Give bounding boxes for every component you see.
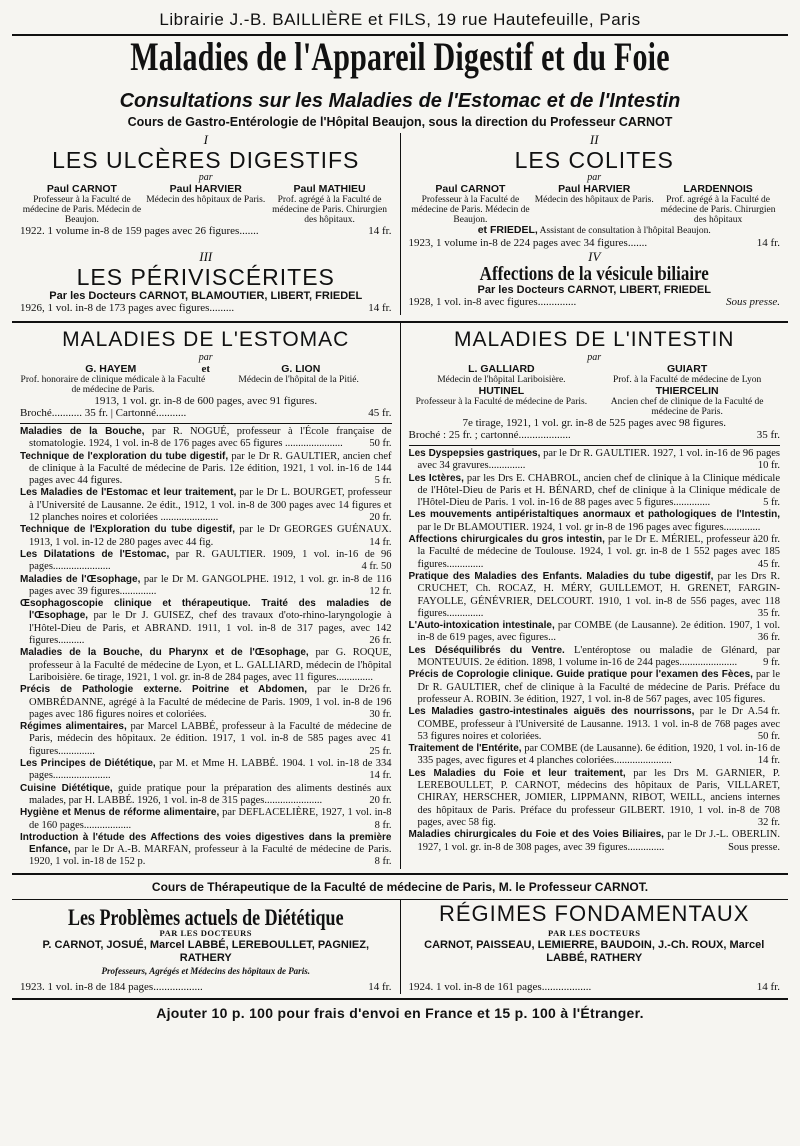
entry-details: par le Dr J.-L. OBERLIN. 1927, 1 vol. gr. in-8 de 308 pages, avec 39 figures.............. — [417, 829, 781, 853]
entry-price: 54 fr. — [757, 706, 780, 718]
entry-price: 26 fr. — [369, 635, 392, 647]
author-desc: Médecin des hôpitaux de Paris. — [534, 195, 654, 205]
entry-details: par le Dr A. COMBE, professeur à l'Université de Lausanne. 1913. 1 vol. in-8 de 768 pages avec 53 figures noires et coloriées. — [417, 706, 780, 742]
author-name: Paul MATHIEU — [293, 183, 366, 195]
author-list: CARNOT, PAISSEAU, LEMIERRE, BAUDOIN, J.-Ch. ROUX, Marcel LABBÉ, RATHERY — [424, 938, 765, 964]
series-number: IV — [588, 249, 601, 264]
author-name: L. GALLIARD — [468, 363, 535, 375]
author-desc: Médecin de l'hôpital Lariboisière. — [437, 375, 566, 385]
section-title: MALADIES DE L'INTESTIN — [454, 328, 735, 351]
author-name: GUIART — [667, 363, 708, 375]
entry-title: Affections chirurgicales du gros intestin, — [408, 534, 605, 546]
book-entry — [20, 549, 392, 574]
entry-details: par R. GAULTIER. 1909, 1 vol. in-16 de 96 pages...................... — [29, 548, 392, 573]
entry-title: Pratique des Maladies des Enfants. Maladies du tube digestif, — [408, 570, 714, 582]
entry-title: Les Ictères, — [408, 472, 464, 484]
price: 14 fr. — [756, 980, 780, 993]
price: 45 fr. — [368, 407, 392, 419]
publication-line — [20, 981, 392, 994]
pub-details: 1928, 1 vol. in-8 avec figures.............. — [408, 296, 577, 308]
book-entry — [20, 524, 392, 549]
pub-details: 1923. 1 vol. in-8 de 184 pages.................. — [20, 980, 203, 993]
main-columns — [12, 323, 788, 869]
entry-details: par DEFLACELIÈRE, 1927, 1 vol. in-8 de 160 pages.................. — [29, 807, 392, 831]
author-name: Paul HARVIER — [558, 183, 631, 195]
entry-details: par le Dr BLAMOUTIER. 1924, 1 vol. gr in-8 de 196 pages avec figures.............. — [417, 521, 761, 533]
book-title: RÉGIMES FONDAMENTAUX — [438, 900, 750, 926]
author-desc-row — [20, 375, 392, 395]
author — [656, 183, 780, 225]
entry-details: par le Dr M. GANGOLPHE. 1912, 1 vol. gr. in-8 de 116 pages avec 39 figures.............. — [29, 573, 392, 597]
book-entry — [409, 448, 781, 473]
book-dietetique — [12, 900, 400, 994]
column-intestin — [400, 323, 789, 869]
pub-details: 1923, 1 volume in-8 de 224 pages avec 34 figures....... — [408, 237, 648, 249]
entry-title: Les Maladies de l'Estomac et leur traitement, — [20, 487, 237, 499]
entry-title: Les Déséquilibrés du Ventre. — [408, 644, 565, 656]
entry-details: par le Dr R. GAULTIER. 1927, 1 vol. in-16 de 96 pages avec 34 gravures.............. — [417, 448, 780, 472]
book-entry — [20, 487, 392, 524]
entry-price: 20 fr. — [369, 512, 392, 524]
price: Sous presse. — [726, 296, 780, 308]
entry-details: par le Dr R. GAULTIER, ancien chef de clinique à la Faculté de médecine de Paris. 12e édition, 1921, 1 vol. in-16 de 144 pages avec 44 figures. — [29, 450, 392, 487]
entry-price: 26 fr. — [369, 684, 392, 696]
entry-title: Les Maladies du Foie et leur traitement, — [408, 767, 626, 779]
book-colites — [400, 133, 789, 250]
author-desc: Professeur à la Faculté de médecine de Paris. — [415, 397, 588, 407]
pub-details: 1922. 1 volume in-8 de 159 pages avec 26 figures....... — [20, 225, 259, 237]
book-entry — [409, 829, 781, 854]
author — [594, 363, 780, 385]
author-list — [20, 183, 392, 225]
entry-title: Précis de Coprologie clinique. Guide pratique pour l'examen des Fèces, — [408, 669, 753, 681]
book-title: LES ULCÈRES DIGESTIFS — [52, 147, 360, 173]
entry-price: 35 fr. — [757, 607, 780, 619]
entry-price: 30 fr. — [369, 708, 392, 720]
entry-price: 14 fr. — [369, 770, 392, 782]
author-name: LARDENNOIS — [683, 183, 753, 195]
par-label: PAR LES DOCTEURS — [548, 927, 641, 938]
par-label: par — [587, 352, 602, 363]
entry-details: par le Dr R. GAULTIER, chef de clinique à la Faculté de médecine de Paris. Préface du professeur A. ROBIN. 3e édition, 1927, 1 vol. in-8 de 567 pages, avec 105 figures. — [417, 669, 780, 705]
price: 14 fr. — [368, 225, 392, 237]
author-name: Paul CARNOT — [435, 183, 506, 195]
entry-price: 10 fr. — [757, 460, 780, 472]
entry-title: Les Dyspepsies gastriques, — [408, 448, 541, 459]
entry-price: 12 fr. — [369, 585, 392, 597]
entry-title: Introduction à l'étude des Affections des voies digestives dans la première Enfance, — [20, 831, 392, 856]
entry-price: 14 fr. — [757, 755, 780, 767]
entry-title: Maladies de l'Œsophage, — [20, 573, 141, 585]
author — [20, 183, 144, 225]
book-entry — [20, 684, 392, 721]
author-list — [20, 363, 392, 375]
price: 14 fr. — [368, 980, 392, 993]
entry-price: 5 fr. — [374, 475, 392, 487]
book-title: LES PÉRIVISCÉRITES — [76, 264, 335, 290]
price: 14 fr. — [756, 237, 780, 249]
author-name: THIERCELIN — [655, 385, 719, 397]
author — [532, 183, 656, 225]
entry-price: 50 fr. — [369, 438, 392, 450]
series-number: II — [589, 132, 599, 147]
entry-price: 50 fr. — [757, 730, 780, 742]
entry-title: Les mouvements antipéristaltiques anormaux et pathologiques de l'Intestin, — [408, 509, 780, 521]
book-entry — [409, 534, 781, 571]
entry-price: 25 fr. — [369, 745, 392, 757]
page-title: Maladies de l'Appareil Digestif et du Foie — [130, 34, 670, 80]
publisher-line: Librairie J.-B. BAILLIÈRE et FILS, 19 rue Hautefeuille, Paris — [159, 10, 641, 29]
book-entry — [20, 426, 392, 451]
extra-author — [409, 225, 781, 237]
course-subtitle: Cours de Gastro-Entérologie de l'Hôpital Beaujon, sous la direction du Professeur CARNOT — [127, 115, 673, 129]
book-entry — [409, 620, 781, 645]
author — [268, 183, 392, 225]
entry-price: 45 fr. — [757, 558, 780, 570]
author-desc: Assistant de consultation à l'hôpital Beaujon. — [539, 226, 711, 236]
book-list-left — [20, 426, 392, 869]
book-periviscerites — [12, 250, 400, 315]
entry-details: par les Drs R. CRUCHET, Ch. ROCAZ, H. MÉRY, GUILLEMOT, H. GRENET, FARGIN-FAYOLLE, GÉNÉVRIER, DELCOURT. 1910, 1 vol. in-8 de 556 pages, avec 118 figures.............. — [417, 570, 780, 619]
author-name: Paul CARNOT — [46, 183, 117, 195]
entry-title: Les Maladies gastro-intestinales aiguës des nourrissons, — [408, 706, 695, 718]
author-desc: Prof. honoraire de clinique médicale à la Faculté de médecine de Paris. — [20, 375, 206, 395]
entry-title: Technique de l'Exploration du tube digestif, — [20, 524, 235, 536]
book-entry — [20, 807, 392, 832]
entry-price: 20 fr. — [369, 794, 392, 806]
binding-prices: Broché........... 35 fr. | Cartonné........... — [20, 407, 187, 419]
author-desc: Médecin de l'hôpital de la Pitié. — [238, 375, 359, 385]
therapeutics-course: Cours de Thérapeutique de la Faculté de médecine de Paris, M. le Professeur CARNOT. — [151, 879, 649, 894]
author-desc: Médecin des hôpitaux de Paris. — [146, 195, 266, 205]
entry-price: 8 fr. — [374, 856, 392, 868]
publication-line — [409, 296, 781, 309]
entry-title: Technique de l'exploration du tube digestif, — [20, 450, 229, 462]
entry-details: par G. ROQUE, professeur à la Faculté de médecine de Lyon, et L. GALLIARD, médecin de l'hôpital Lariboisière. 6e tirage, 1921, 1 vol. gr. in-8 de 284 pages, avec 11 figures.............. — [29, 647, 392, 683]
section-title: MALADIES DE L'ESTOMAC — [62, 328, 350, 351]
author — [409, 363, 595, 385]
author-desc: Ancien chef de clinique de la Faculté de médecine de Paris. — [610, 397, 764, 417]
entry-price: 36 fr. — [757, 632, 780, 644]
entry-details: guide pratique pour la préparation des aliments destinés aux malades, par H. LABBÉ. 1926, 1 vol. in-8 de 315 pages...................... — [29, 782, 392, 806]
par-label: par — [198, 352, 213, 363]
book-entry — [409, 571, 781, 620]
author-list: Par les Docteurs CARNOT, BLAMOUTIER, LIBERT, FRIEDEL — [49, 290, 363, 302]
book-entry — [20, 783, 392, 808]
price-line — [409, 429, 781, 442]
book-entry — [20, 451, 392, 488]
author — [409, 183, 533, 225]
entry-details: par R. NOGUÉ, professeur à l'École française de stomatologie. 1924, 1 vol. in-8 de 176 pages avec 65 figures ...................... — [29, 426, 392, 450]
divider — [409, 445, 781, 446]
author-name: Paul HARVIER — [169, 183, 242, 195]
book-entry — [409, 473, 781, 510]
author-list — [409, 183, 781, 225]
entry-price: 32 fr. — [757, 816, 780, 828]
author-desc: Prof. à la Faculté de médecine de Lyon — [612, 375, 762, 385]
entry-price: 20 fr. — [757, 534, 780, 546]
price-line — [20, 407, 392, 420]
author-desc: Prof. agrégé à la Faculté de médecine de Paris. Chirurgien des hôpitaux. — [272, 195, 387, 225]
author-name: HUTINEL — [478, 385, 525, 397]
consultations-heading: Consultations sur les Maladies de l'Estomac et de l'Intestin — [119, 90, 681, 112]
entry-details: L'entéroptose ou maladie de Glénard, par MONTEUUIS. 2e édition. 1898, 1 volume in-16 de 244 pages...................... — [417, 644, 781, 669]
book-title: LES COLITES — [514, 147, 674, 173]
entry-price: 14 fr. — [369, 536, 392, 548]
series-row-1 — [12, 133, 788, 250]
entry-details: par le Dr OMBRÉDANNE, agrégé à la Faculté de médecine de Paris. 1909, 1 vol. in-8 de 196 pages avec 186 figures noires et coloriées. — [29, 684, 392, 720]
book-entry — [409, 768, 781, 829]
par-label: par — [587, 172, 602, 183]
entry-title: Les Principes de Diététique, — [20, 758, 156, 770]
conjunction: et — [201, 363, 211, 375]
entry-title: Œsophagoscopie clinique et thérapeutique. Traité des maladies de l'Œsophage, — [20, 598, 392, 622]
book-vesicule — [400, 250, 789, 315]
shipping-note: Ajouter 10 p. 100 pour frais d'envoi en France et 15 p. 100 à l'Étranger. — [156, 1004, 644, 1021]
author — [210, 363, 391, 375]
par-label: PAR LES DOCTEURS — [159, 927, 252, 938]
book-title: Les Problèmes actuels de Diététique — [67, 903, 344, 930]
price: 35 fr. — [756, 429, 780, 441]
author-name: G. LION — [281, 363, 321, 375]
entry-price: 8 fr. — [374, 819, 392, 831]
entry-title: L'Auto-intoxication intestinale, — [408, 620, 555, 632]
book-entry — [20, 574, 392, 599]
book-list-right — [409, 448, 781, 854]
entry-details: par le Dr A.-B. MARFAN, professeur à la Faculté de médecine de Paris. 1920, 1 vol. in-18 de 152 p. — [29, 844, 392, 868]
column-estomac — [12, 323, 400, 869]
book-entry — [409, 706, 781, 743]
entry-details: par le Dr L. BOURGET, professeur à l'Université de Lausanne. 2e édit., 1912, 1 vol. in-8 de 300 pages avec 14 figures et 12 planches noires et coloriées ...................... — [29, 487, 392, 524]
series-row-2 — [12, 250, 788, 315]
pub-details: 1924. 1 vol. in-8 de 161 pages.................. — [408, 980, 592, 993]
book-entry — [409, 645, 781, 670]
entry-details: par les Drs M. GARNIER, P. LEREBOULLET, P. CARNOT, médecins des hôpitaux de Paris, VILLARET, CHIRAY, HERSCHER, JOMIER, LIPPMANN, RIBOT, WEILL, anciens internes des hôpitaux de Paris. Préface du professeur GILBERT. 1910, 1 vol. in-8 de 708 pages, avec 58 fig. — [417, 767, 780, 828]
author — [144, 183, 268, 225]
series-number: III — [199, 249, 213, 264]
publication-line — [20, 302, 392, 315]
entry-details: par le Dr GEORGES GUÉNAUX. 1913, 1 vol. in-12 de 280 pages avec 44 fig. — [29, 524, 392, 548]
entry-price: 5 fr. — [763, 497, 780, 509]
binding-prices: Broché : 25 fr. ; cartonné................... — [408, 429, 571, 441]
entry-details: par Marcel LABBÉ, professeur à la Faculté de médecine de Paris, médecin des hôpitaux. 2e édition. 1917, 1 vol. in-8 de 585 pages avec 41 figures.............. — [29, 721, 392, 757]
entry-title: Précis de Pathologie externe. Poitrine et Abdomen, — [20, 684, 308, 696]
entry-details: par COMBE (de Lausanne). 6e édition, 1920, 1 vol. in-16 de 335 pages, avec figures et 4 planches coloriées...................... — [417, 743, 781, 767]
author-list: Par les Docteurs CARNOT, LIBERT, FRIEDEL — [477, 284, 711, 296]
entry-title: Maladies de la Bouche, du Pharynx et de l'Œsophage, — [20, 647, 309, 659]
book-title: Affections de la vésicule biliaire — [479, 262, 709, 285]
bottom-books — [12, 900, 788, 994]
par-label: par — [198, 172, 213, 183]
author-desc: Professeur à la Faculté de médecine de Paris. Médecin de Beaujon. — [411, 195, 530, 225]
entry-price: 4 fr. 50 — [361, 561, 392, 573]
book-entry — [20, 758, 392, 783]
book-ulceres — [12, 133, 400, 250]
author-desc: Professeur à la Faculté de médecine de Paris. Médecin de Beaujon. — [22, 195, 142, 225]
entry-title: Traitement de l'Entérite, — [408, 743, 522, 755]
author — [409, 385, 595, 417]
pub-details: 1913, 1 vol. gr. in-8 de 600 pages, avec 91 figures. — [94, 395, 318, 407]
entry-details: par COMBE (de Lausanne). 2e édition. 1907, 1 vol. in-8 de 619 pages, avec figures... — [417, 620, 781, 644]
entry-title: Maladies chirurgicales du Foie et des Voies Biliaires, — [408, 829, 664, 841]
author — [594, 385, 780, 417]
book-entry — [20, 598, 392, 647]
author-list: P. CARNOT, JOSUÉ, Marcel LABBÉ, LEREBOULLET, PAGNIEZ, RATHERY — [42, 938, 370, 964]
entry-title: Les Dilatations de l'Estomac, — [20, 548, 170, 560]
author-list — [409, 385, 781, 417]
entry-price: 9 fr. — [763, 657, 780, 669]
entry-details: par le Dr E. MÉRIEL, professeur à la Faculté de médecine de Toulouse. 1924, 1 vol. gr. in-8 de 1 552 pages avec 185 figures.............. — [417, 534, 780, 570]
publication-line — [20, 225, 392, 238]
entry-title: Régimes alimentaires, — [20, 721, 127, 733]
series-number: I — [203, 132, 208, 147]
entry-price: Sous presse. — [728, 841, 780, 853]
entry-title: Cuisine Diététique, — [20, 782, 113, 794]
author-name: et FRIEDEL, — [477, 224, 538, 236]
entry-details: par M. et Mme H. LABBÉ. 1904. 1 vol. in-18 de 334 pages...................... — [29, 758, 392, 782]
author-name: G. HAYEM — [85, 363, 137, 375]
book-entry — [20, 832, 392, 869]
author-list — [409, 363, 781, 385]
entry-details: par le Dr J. GUISEZ, chef des travaux d'oto-rhino-laryngologie à l'Hôtel-Dieu de Paris, et ABRAND. 1911, 1 vol. in-8 de 317 pages, avec 142 figures.......... — [29, 610, 392, 647]
catalogue-page — [12, 0, 788, 1026]
price: 14 fr. — [368, 302, 392, 314]
divider — [20, 423, 392, 424]
pub-details: 1926, 1 vol. in-8 de 173 pages avec figures......... — [20, 302, 235, 314]
author-desc: Prof. agrégé à la Faculté de médecine de Paris. Chirurgien des hôpitaux — [660, 195, 776, 225]
entry-details: par les Drs E. CHABROL, ancien chef de clinique à la Clinique médicale de l'Hôtel-Dieu de Paris et H. BÉNARD, chef de clinique à la Clinique médicale de l'Hôtel-Dieu de Paris. 1 vol. in-16 de 88 pages avec 5 figures.............. — [417, 472, 780, 509]
book-regimes — [400, 900, 789, 994]
author — [20, 363, 201, 375]
book-entry — [20, 721, 392, 758]
publication-line — [409, 981, 781, 994]
entry-title: Hygiène et Menus de réforme alimentaire, — [20, 807, 220, 819]
author-note: Professeurs, Agrégés et Médecins des hôpitaux de Paris. — [101, 965, 310, 976]
entry-title: Maladies de la Bouche, — [20, 426, 145, 437]
book-entry — [409, 743, 781, 768]
pub-details: 7e tirage, 1921, 1 vol. gr. in-8 de 525 pages avec 98 figures. — [462, 417, 727, 429]
